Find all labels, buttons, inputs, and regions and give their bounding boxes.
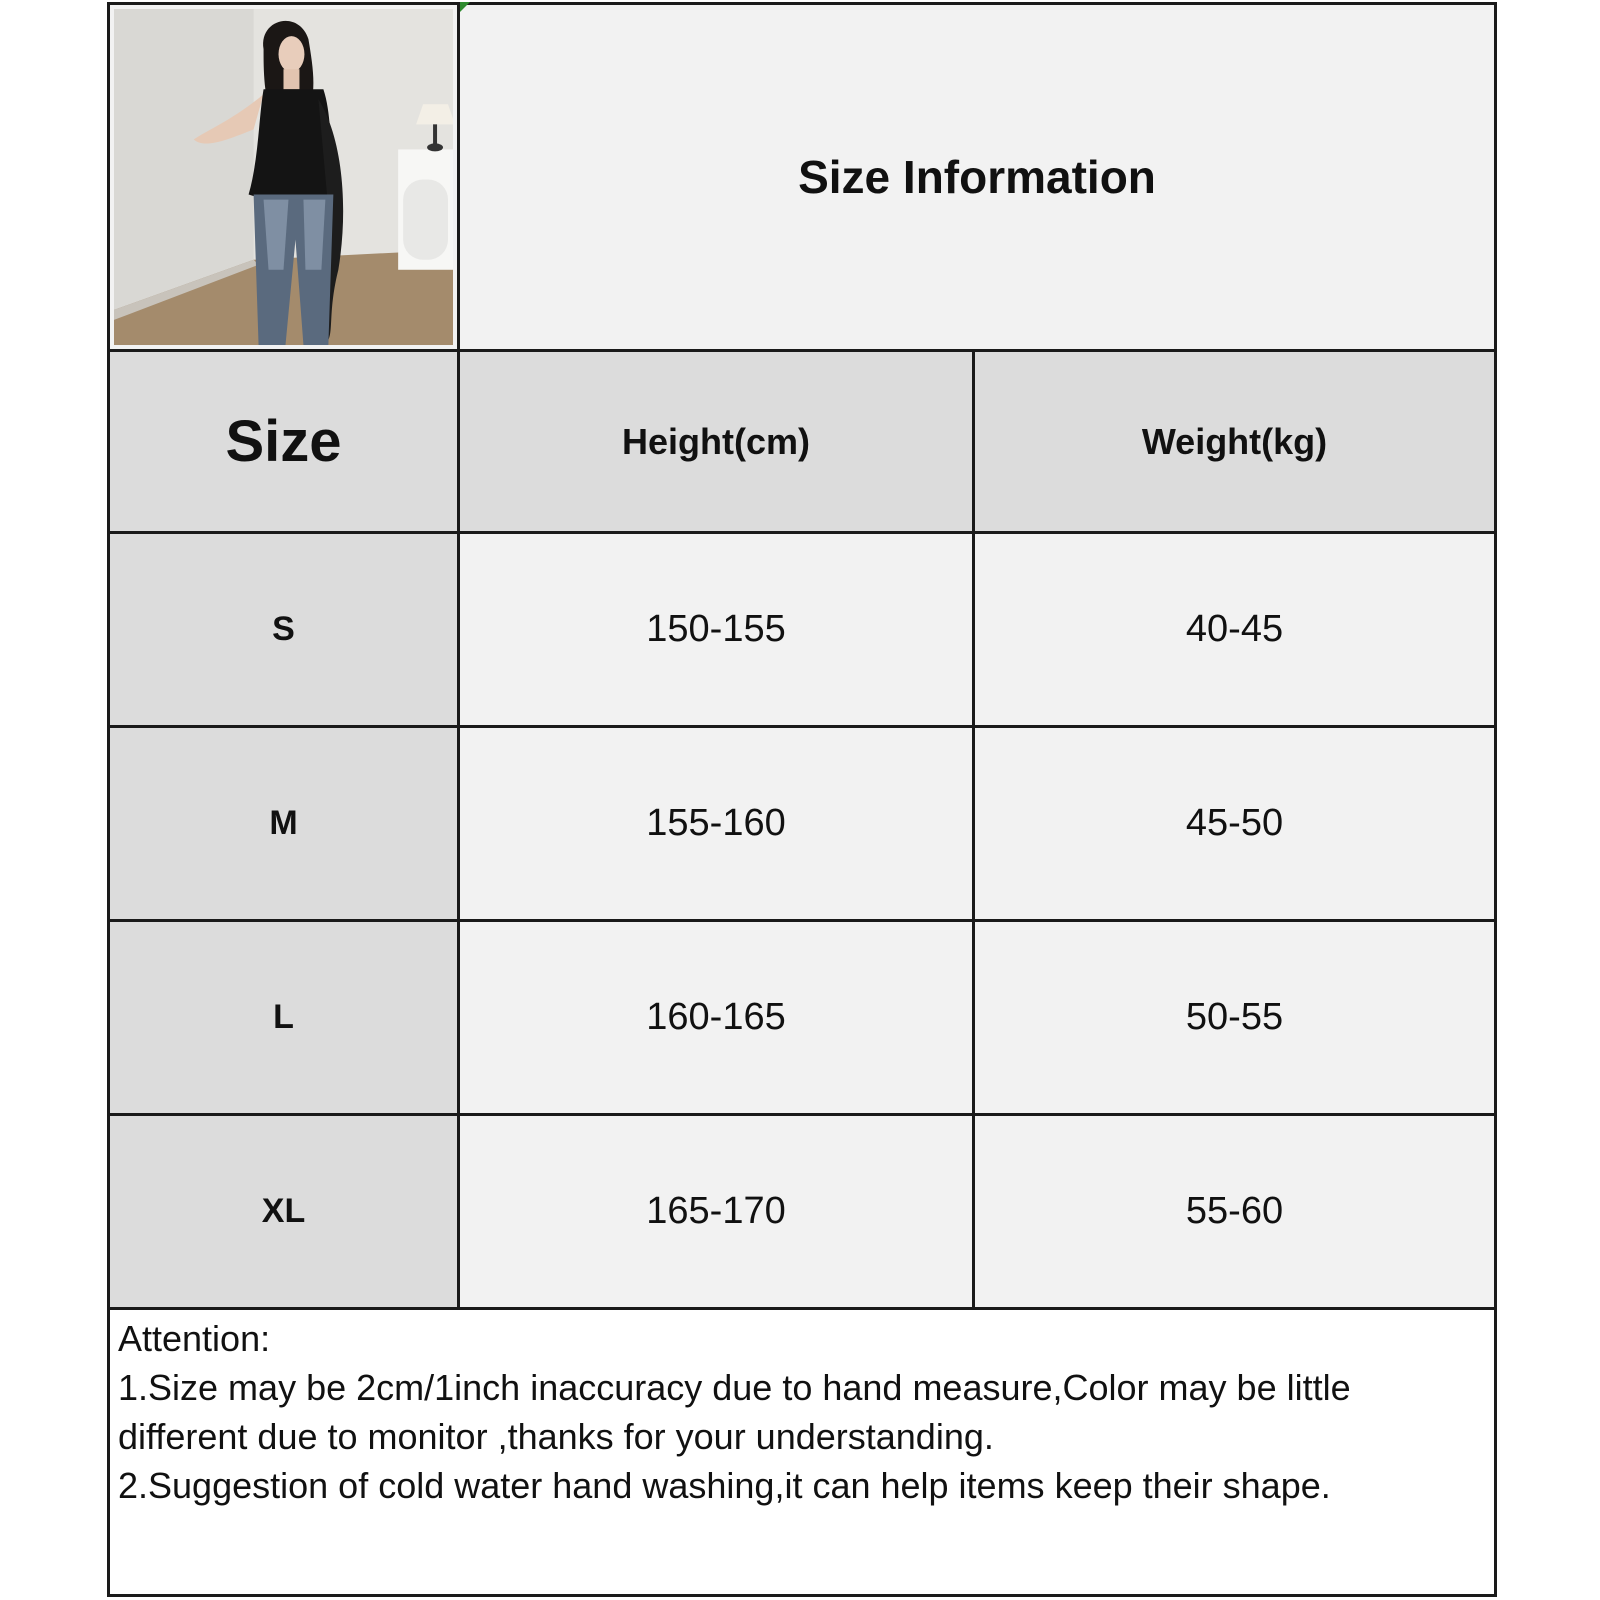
- table-cell-height: [460, 922, 975, 1116]
- table-cell-height: [460, 1116, 975, 1310]
- note-line-1: 1.Size may be 2cm/1inch inaccuracy due to hand measure,Color may be little different due to monitor ,thanks for your understanding.: [118, 1367, 1351, 1457]
- note-line-2: 2.Suggestion of cold water hand washing,it can help items keep their shape.: [118, 1465, 1331, 1506]
- size-label: L: [273, 998, 294, 1036]
- weight-value: 55-60: [1185, 1190, 1284, 1232]
- size-label: S: [272, 610, 295, 648]
- header-size-cell: [107, 352, 460, 534]
- table-cell-weight: [975, 1116, 1497, 1310]
- header-weight: Weight(kg): [1141, 420, 1328, 462]
- table-cell-height: [460, 534, 975, 728]
- table-cell-weight: [975, 534, 1497, 728]
- table-row-size: [107, 534, 460, 728]
- height-value: 150-155: [646, 608, 786, 650]
- table-row-size: [107, 1116, 460, 1310]
- table-row-size: [107, 922, 460, 1116]
- model-photo-image: [114, 9, 453, 345]
- height-value: 155-160: [646, 802, 786, 844]
- table-row-size: [107, 728, 460, 922]
- weight-value: 40-45: [1185, 608, 1284, 650]
- weight-value: 45-50: [1185, 802, 1284, 844]
- size-chart: [107, 2, 1497, 1597]
- title-cell: [460, 2, 1497, 352]
- height-value: 160-165: [646, 996, 786, 1038]
- table-cell-weight: [975, 922, 1497, 1116]
- size-label: XL: [261, 1192, 306, 1230]
- attention-notes: [107, 1310, 1497, 1597]
- notes-heading: Attention:: [118, 1318, 271, 1359]
- product-photo-cell: [107, 2, 460, 352]
- size-label: M: [269, 804, 298, 842]
- header-weight-cell: [975, 352, 1497, 534]
- table-cell-weight: [975, 728, 1497, 922]
- height-value: 165-170: [646, 1190, 786, 1232]
- weight-value: 50-55: [1185, 996, 1284, 1038]
- header-height: Height(cm): [622, 420, 810, 462]
- table-cell-height: [460, 728, 975, 922]
- header-height-cell: [460, 352, 975, 534]
- corner-marker: [460, 2, 470, 12]
- page-title: Size Information: [798, 151, 1156, 203]
- header-size: Size: [225, 409, 342, 474]
